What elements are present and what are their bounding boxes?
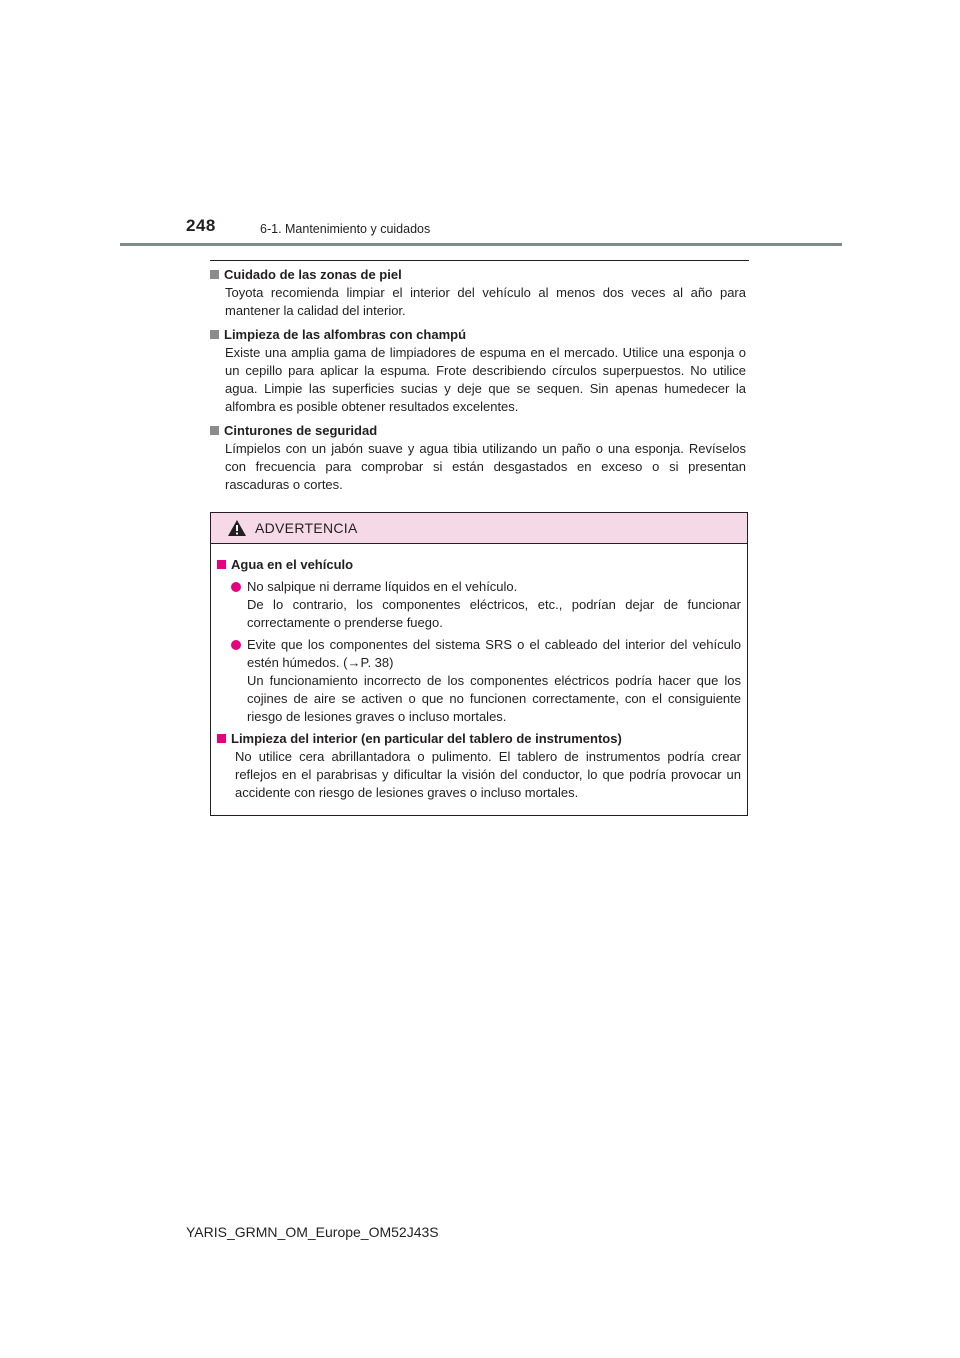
warning-section-heading-text: Limpieza del interior (en particular del tablero de instrumentos) [231,731,622,746]
section-carpet [210,326,746,416]
warning-section-body: No utilice cera abrillantadora o pulimento. El tablero de instrumentos podría crear reflejos en el parabrisas y dificultar la visión del conductor, lo que podría provocar un accidente con riesgo de lesiones graves o incluso mortales. [235,749,741,800]
section-heading-text: Cuidado de las zonas de piel [224,267,402,282]
warning-triangle-icon [227,519,247,537]
warning-item-text-pre: Evite que los componentes del sistema SRS o el cableado del interior del vehículo estén húmedos. ( [247,637,741,670]
warning-content [211,544,747,802]
section-body: Toyota recomienda limpiar el interior del vehículo al menos dos veces al año para mantener la calidad del interior. [225,285,746,318]
circle-bullet-icon [231,582,241,592]
warning-section-heading [217,730,741,748]
section-heading-text: Cinturones de seguridad [224,423,378,438]
warning-header [211,513,747,544]
page-number: 248 [186,216,216,235]
circle-bullet-icon [231,640,241,650]
section-leather [210,266,746,320]
square-bullet-icon [217,734,226,743]
warning-section-heading-text: Agua en el vehículo [231,557,354,572]
warning-item-line: Un funcionamiento incorrecto de los componentes eléctricos podría hacer que los cojines de aire se activen o que no funcionen correctamente, con el consiguiente riesgo de lesiones graves o incluso mortales. [247,673,741,724]
warning-item-text [247,636,741,726]
square-bullet-icon [210,330,219,339]
warning-list-item [231,578,741,632]
warning-section-heading [217,556,741,574]
square-bullet-icon [217,560,226,569]
main-content [210,266,746,500]
section-body: Existe una amplia gama de limpiadores de espuma en el mercado. Utilice una esponja o un cepillo para aplicar la espuma. Frote describiendo círculos superpuestos. No utilice agua. Limpie las superficies sucias y deje que se sequen. Sin apenas humedecer la alfombra es posible obtener resultados excelentes. [225,345,746,414]
square-bullet-icon [210,426,219,435]
content-rule [210,260,749,261]
warning-item-line: No salpique ni derrame líquidos en el vehículo. [247,579,518,594]
warning-section-water [217,556,741,726]
warning-list-item [231,636,741,726]
section-title: 6-1. Mantenimiento y cuidados [260,222,431,236]
section-heading [210,266,746,284]
warning-item-line [247,636,741,672]
warning-item-text [247,578,741,632]
section-seatbelts [210,422,746,494]
section-body: Límpielos con un jabón suave y agua tibia utilizando un paño o una esponja. Revíselos con frecuencia para comprobar si están desgastados en exceso o si presentan rascaduras o cortes. [225,441,746,492]
section-heading-text: Limpieza de las alfombras con champú [224,327,467,342]
warning-item-line: De lo contrario, los componentes eléctricos, etc., podrían dejar de funcionar correctamente o prenderse fuego. [247,597,741,630]
footer-doc-id: YARIS_GRMN_OM_Europe_OM52J43S [186,1224,439,1240]
warning-section-interior [217,730,741,802]
page-reference-link[interactable]: P. 38) [360,655,394,670]
section-heading [210,422,746,440]
section-heading [210,326,746,344]
square-bullet-icon [210,270,219,279]
warning-box [210,512,748,816]
arrow-right-icon: → [347,655,361,670]
header-rule [120,243,842,246]
warning-title: ADVERTENCIA [255,520,358,536]
